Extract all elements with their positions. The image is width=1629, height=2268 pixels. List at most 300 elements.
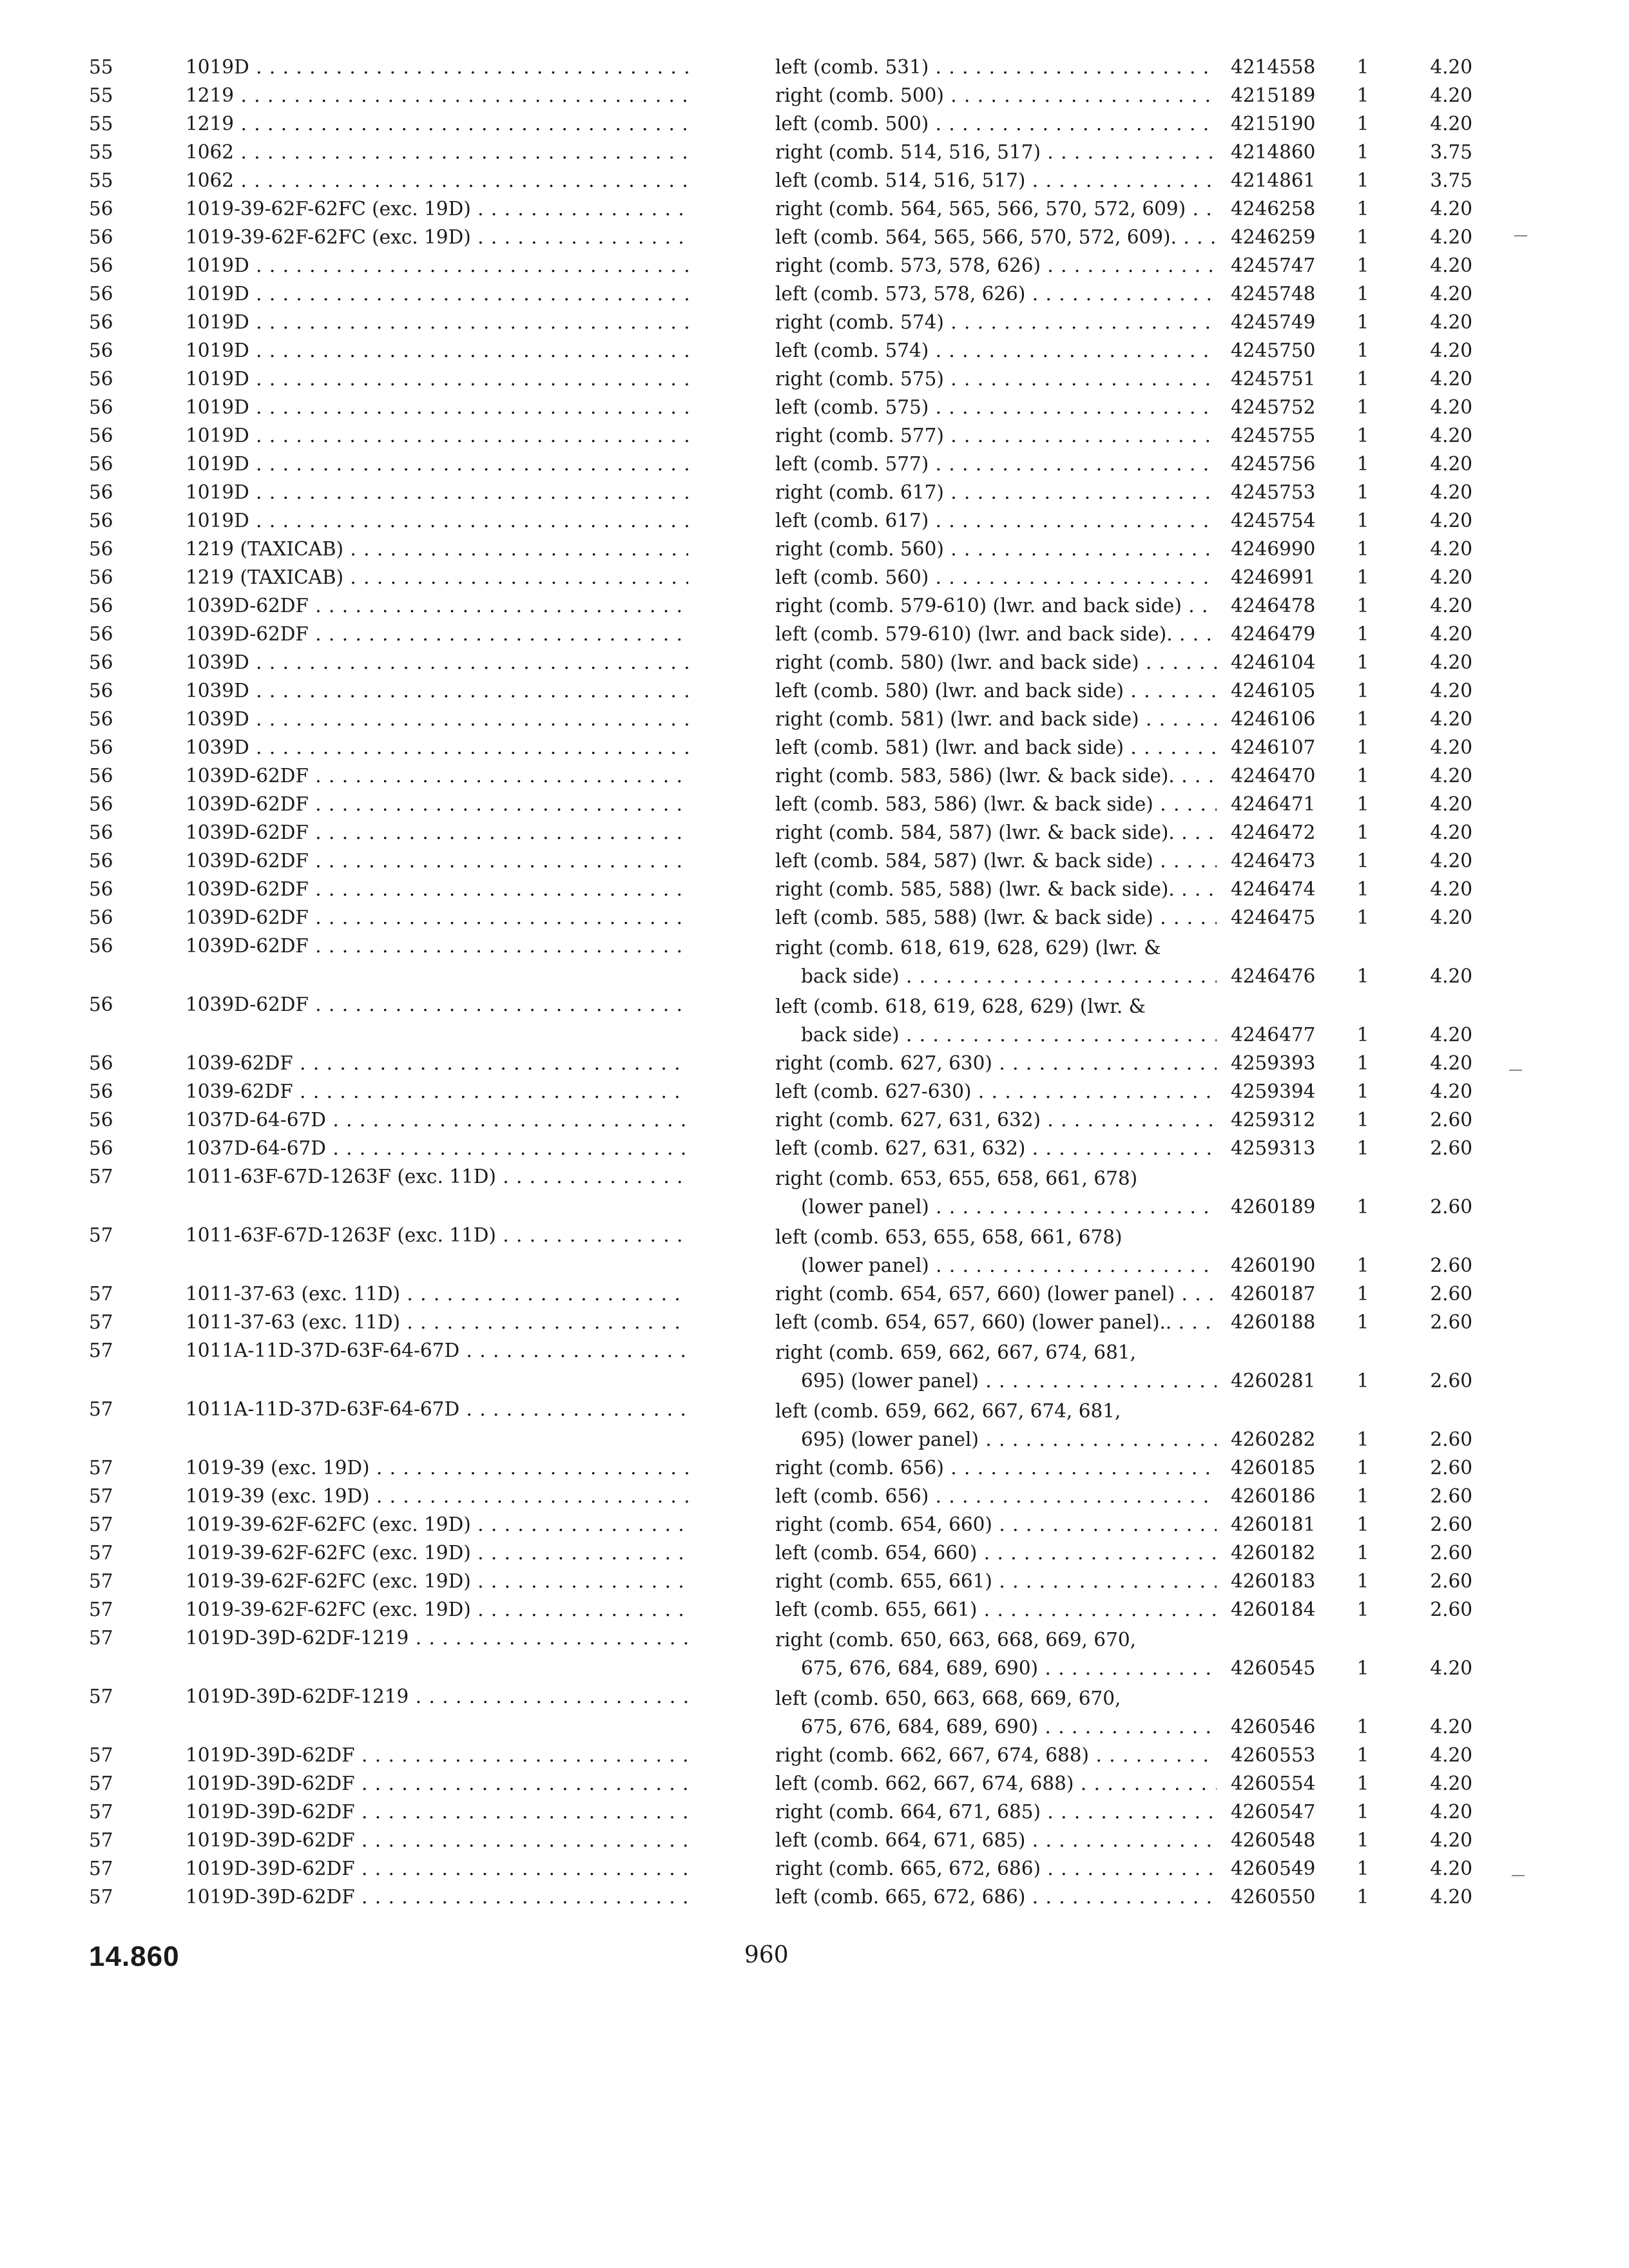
part-number: 4260547: [1231, 1801, 1316, 1823]
model-numbers: [186, 1308, 688, 1336]
description-text: right (comb. 662, 667, 674, 688): [775, 1744, 1090, 1766]
catalog-row: [89, 251, 1472, 280]
catalog-row: [89, 990, 1472, 1049]
catalog-row: [89, 620, 1472, 648]
model-numbers: [186, 308, 688, 336]
catalog-row: [89, 1883, 1472, 1911]
quantity: 1: [1356, 283, 1369, 305]
part-number: 4259394: [1231, 1081, 1316, 1102]
margin-mark: [1512, 1875, 1525, 1876]
price: 4.20: [1430, 226, 1472, 248]
part-description: [775, 1454, 1217, 1482]
catalog-row: [89, 677, 1472, 705]
part-description: [775, 990, 1217, 1049]
description-line: [775, 1454, 1217, 1482]
group-number: 57: [89, 1542, 113, 1564]
quantity: 1: [1356, 651, 1369, 673]
model-text: 1019D: [186, 368, 249, 390]
model-numbers: [186, 990, 688, 1019]
price: 4.20: [1430, 680, 1472, 702]
part-number: 4246473: [1231, 850, 1316, 872]
model-text: 1037D-64-67D: [186, 1109, 326, 1131]
model-numbers: [186, 110, 688, 138]
description-line: [775, 1510, 1217, 1539]
quantity: 1: [1356, 1744, 1369, 1766]
group-number: 56: [89, 935, 113, 957]
quantity: 1: [1356, 822, 1369, 843]
description-text: 675, 676, 684, 689, 690): [801, 1716, 1039, 1738]
catalog-row: [89, 1826, 1472, 1854]
quantity: 1: [1356, 736, 1369, 758]
description-line: [775, 421, 1217, 450]
catalog-row: [89, 818, 1472, 847]
quantity: 1: [1356, 1370, 1369, 1392]
description-line: [775, 1769, 1217, 1798]
model-text: 1011A-11D-37D-63F-64-67D: [186, 1398, 460, 1420]
price: 4.20: [1430, 84, 1472, 106]
model-text: 1219: [186, 113, 235, 135]
price: 4.20: [1430, 822, 1472, 843]
part-description: [775, 1624, 1217, 1682]
group-number: 56: [89, 538, 113, 560]
model-numbers: [186, 506, 688, 535]
quantity: 1: [1356, 965, 1369, 987]
quantity: 1: [1356, 425, 1369, 447]
quantity: 1: [1356, 850, 1369, 872]
model-text: 1019-39-62F-62FC (exc. 19D): [186, 226, 471, 248]
price: 2.60: [1430, 1254, 1472, 1276]
group-number: 55: [89, 84, 113, 106]
part-number: 4246991: [1231, 566, 1316, 588]
group-number: 56: [89, 907, 113, 928]
quantity: 1: [1356, 538, 1369, 560]
price: 4.20: [1430, 1716, 1472, 1738]
catalog-row: [89, 733, 1472, 762]
part-description: [775, 308, 1217, 336]
description-line: [775, 962, 1217, 990]
description-line: [775, 1425, 1217, 1454]
model-text: 1062: [186, 169, 235, 191]
price: 2.60: [1430, 1485, 1472, 1507]
model-text: 1019-39-62F-62FC (exc. 19D): [186, 1542, 471, 1564]
description-text: right (comb. 573, 578, 626): [775, 255, 1041, 276]
part-number: 4260189: [1231, 1196, 1316, 1218]
group-number: 57: [89, 1457, 113, 1479]
quantity: 1: [1356, 878, 1369, 900]
catalog-row: [89, 1510, 1472, 1539]
description-line: [775, 1077, 1217, 1106]
model-text: 1019D-39D-62DF-1219: [186, 1686, 409, 1707]
part-number: 4259393: [1231, 1052, 1316, 1074]
model-numbers: [186, 1854, 688, 1883]
price: 4.20: [1430, 198, 1472, 220]
description-text: right (comb. 584, 587) (lwr. & back side).: [775, 822, 1175, 843]
part-number: 4246105: [1231, 680, 1316, 702]
quantity: 1: [1356, 1283, 1369, 1305]
model-text: 1039D-62DF: [186, 935, 309, 957]
model-numbers: [186, 1567, 688, 1595]
description-text: left (comb. 575): [775, 396, 929, 418]
part-description: [775, 790, 1217, 818]
description-line: [775, 875, 1217, 903]
model-text: 1019D-39D-62DF-1219: [186, 1627, 409, 1649]
part-description: [775, 932, 1217, 990]
quantity: 1: [1356, 510, 1369, 532]
group-number: 56: [89, 822, 113, 843]
catalog-row: [89, 1539, 1472, 1567]
description-line: [775, 1223, 1217, 1251]
model-numbers: [186, 1280, 688, 1308]
catalog-row: [89, 1308, 1472, 1336]
part-description: [775, 1510, 1217, 1539]
part-description: [775, 81, 1217, 110]
group-number: 57: [89, 1801, 113, 1823]
group-number: 57: [89, 1166, 113, 1187]
part-number: 4260190: [1231, 1254, 1316, 1276]
catalog-row: [89, 1280, 1472, 1308]
part-number: 4215190: [1231, 113, 1316, 135]
catalog-row: [89, 1336, 1472, 1395]
part-number: 4214861: [1231, 169, 1316, 191]
model-numbers: [186, 1682, 688, 1711]
catalog-row: [89, 1624, 1472, 1682]
description-text: back side): [801, 1024, 900, 1046]
price: 2.60: [1430, 1137, 1472, 1159]
catalog-row: [89, 421, 1472, 450]
part-description: [775, 1826, 1217, 1854]
model-numbers: [186, 1106, 688, 1134]
description-line: [775, 166, 1217, 195]
model-text: 1039D-62DF: [186, 623, 309, 645]
catalog-row: [89, 506, 1472, 535]
price: 4.20: [1430, 1052, 1472, 1074]
price: 4.20: [1430, 1829, 1472, 1851]
catalog-row: [89, 1134, 1472, 1162]
model-text: 1039D: [186, 651, 249, 673]
part-number: 4260554: [1231, 1773, 1316, 1794]
description-text: left (comb. 655, 661): [775, 1599, 978, 1620]
part-description: [775, 1077, 1217, 1106]
description-line: [775, 1280, 1217, 1308]
part-number: 4260550: [1231, 1886, 1316, 1908]
part-number: 4260546: [1231, 1716, 1316, 1738]
catalog-row: [89, 166, 1472, 195]
model-numbers: [186, 81, 688, 110]
quantity: 1: [1356, 141, 1369, 163]
quantity: 1: [1356, 84, 1369, 106]
group-number: 56: [89, 510, 113, 532]
description-text: right (comb. 650, 663, 668, 669, 670,: [775, 1629, 1136, 1651]
model-text: 1019D: [186, 510, 249, 532]
price: 2.60: [1430, 1570, 1472, 1592]
group-number: 57: [89, 1829, 113, 1851]
group-number: 57: [89, 1514, 113, 1535]
model-numbers: [186, 818, 688, 847]
part-number: 4246471: [1231, 793, 1316, 815]
quantity: 1: [1356, 765, 1369, 787]
part-number: 4260549: [1231, 1858, 1316, 1879]
price: 3.75: [1430, 169, 1472, 191]
price: 4.20: [1430, 481, 1472, 503]
group-number: 56: [89, 595, 113, 617]
quantity: 1: [1356, 368, 1369, 390]
part-number: 4245756: [1231, 453, 1316, 475]
price: 2.60: [1430, 1599, 1472, 1620]
description-text: left (comb. 585, 588) (lwr. & back side): [775, 907, 1153, 928]
model-text: 1011A-11D-37D-63F-64-67D: [186, 1340, 460, 1361]
description-line: [775, 535, 1217, 563]
description-text: right (comb. 581) (lwr. and back side): [775, 708, 1139, 730]
catalog-row: [89, 563, 1472, 591]
part-description: [775, 251, 1217, 280]
quantity: 1: [1356, 793, 1369, 815]
part-description: [775, 53, 1217, 81]
section-code: 14.860: [89, 1941, 180, 1972]
description-line: [775, 1567, 1217, 1595]
catalog-row: [89, 110, 1472, 138]
description-text: right (comb. 627, 630): [775, 1052, 992, 1074]
part-number: 4246476: [1231, 965, 1316, 987]
model-numbers: [186, 733, 688, 762]
model-text: 1019D-39D-62DF: [186, 1801, 355, 1823]
catalog-row: [89, 365, 1472, 393]
model-numbers: [186, 421, 688, 450]
description-text: left (comb. 580) (lwr. and back side): [775, 680, 1124, 702]
group-number: 57: [89, 1599, 113, 1620]
model-numbers: [186, 932, 688, 960]
description-line: [775, 847, 1217, 875]
quantity: 1: [1356, 1196, 1369, 1218]
catalog-row: [89, 1162, 1472, 1221]
description-line: [775, 506, 1217, 535]
description-line: [775, 1826, 1217, 1854]
description-text: left (comb. 617): [775, 510, 929, 532]
quantity: 1: [1356, 1024, 1369, 1046]
model-text: 1019D: [186, 425, 249, 447]
model-numbers: [186, 705, 688, 733]
part-number: 4246478: [1231, 595, 1316, 617]
description-line: [775, 478, 1217, 506]
part-number: 4260184: [1231, 1599, 1316, 1620]
description-text: right (comb. 514, 516, 517): [775, 141, 1041, 163]
part-number: 4260186: [1231, 1485, 1316, 1507]
part-description: [775, 705, 1217, 733]
description-text: left (comb. 514, 516, 517): [775, 169, 1026, 191]
model-text: 1011-63F-67D-1263F (exc. 11D): [186, 1166, 496, 1187]
group-number: 55: [89, 113, 113, 135]
description-line: [775, 1367, 1217, 1395]
part-description: [775, 336, 1217, 365]
model-text: 1039D-62DF: [186, 850, 309, 872]
group-number: 56: [89, 311, 113, 333]
description-text: right (comb. 564, 565, 566, 570, 572, 609): [775, 198, 1186, 220]
model-text: 1011-37-63 (exc. 11D): [186, 1311, 401, 1333]
description-line: [775, 1049, 1217, 1077]
model-numbers: [186, 620, 688, 648]
group-number: 56: [89, 878, 113, 900]
quantity: 1: [1356, 1311, 1369, 1333]
price: 4.20: [1430, 1657, 1472, 1679]
part-description: [775, 1134, 1217, 1162]
price: 4.20: [1430, 566, 1472, 588]
part-number: 4259313: [1231, 1137, 1316, 1159]
quantity: 1: [1356, 340, 1369, 361]
description-line: [775, 81, 1217, 110]
price: 2.60: [1430, 1311, 1472, 1333]
group-number: 56: [89, 994, 113, 1015]
model-text: 1039D-62DF: [186, 765, 309, 787]
description-line: [775, 308, 1217, 336]
catalog-row: [89, 762, 1472, 790]
price: 4.20: [1430, 453, 1472, 475]
description-text: right (comb. 654, 660): [775, 1514, 992, 1535]
part-number: 4246107: [1231, 736, 1316, 758]
model-text: 1062: [186, 141, 235, 163]
model-numbers: [186, 138, 688, 166]
price: 2.60: [1430, 1370, 1472, 1392]
model-numbers: [186, 1624, 688, 1652]
description-line: [775, 393, 1217, 421]
description-text: left (comb. 659, 662, 667, 674, 681,: [775, 1400, 1121, 1422]
quantity: 1: [1356, 1254, 1369, 1276]
description-line: [775, 1134, 1217, 1162]
model-text: 1219: [186, 84, 235, 106]
price: 2.60: [1430, 1542, 1472, 1564]
part-number: 4260282: [1231, 1428, 1316, 1450]
price: 4.20: [1430, 1081, 1472, 1102]
model-text: 1019-39-62F-62FC (exc. 19D): [186, 1599, 471, 1620]
catalog-row: [89, 138, 1472, 166]
part-description: [775, 1854, 1217, 1883]
price: 4.20: [1430, 283, 1472, 305]
part-description: [775, 166, 1217, 195]
description-text: 675, 676, 684, 689, 690): [801, 1657, 1039, 1679]
price: 4.20: [1430, 396, 1472, 418]
part-number: 4245754: [1231, 510, 1316, 532]
description-text: right (comb. 664, 671, 685): [775, 1801, 1041, 1823]
group-number: 56: [89, 198, 113, 220]
group-number: 56: [89, 340, 113, 361]
model-numbers: [186, 648, 688, 677]
price: 4.20: [1430, 311, 1472, 333]
description-text: left (comb. 564, 565, 566, 570, 572, 609).: [775, 226, 1177, 248]
part-description: [775, 620, 1217, 648]
model-text: 1019D: [186, 396, 249, 418]
description-text: right (comb. 585, 588) (lwr. & back side).: [775, 878, 1175, 900]
description-line: [775, 620, 1217, 648]
quantity: 1: [1356, 1542, 1369, 1564]
description-text: left (comb. 665, 672, 686): [775, 1886, 1026, 1908]
part-number: 4260545: [1231, 1657, 1316, 1679]
description-text: left (comb. 662, 667, 674, 688): [775, 1773, 1074, 1794]
model-text: 1039D-62DF: [186, 822, 309, 843]
part-description: [775, 1798, 1217, 1826]
description-line: [775, 563, 1217, 591]
description-text: right (comb. 627, 631, 632): [775, 1109, 1041, 1131]
price: 4.20: [1430, 907, 1472, 928]
description-text: right (comb. 659, 662, 667, 674, 681,: [775, 1341, 1136, 1363]
part-description: [775, 138, 1217, 166]
price: 4.20: [1430, 878, 1472, 900]
quantity: 1: [1356, 1485, 1369, 1507]
part-number: 4245749: [1231, 311, 1316, 333]
quantity: 1: [1356, 169, 1369, 191]
part-description: [775, 1595, 1217, 1624]
description-text: back side): [801, 965, 900, 987]
description-line: [775, 705, 1217, 733]
group-number: 56: [89, 481, 113, 503]
group-number: 56: [89, 453, 113, 475]
part-number: 4245747: [1231, 255, 1316, 276]
price: 4.20: [1430, 765, 1472, 787]
catalog-row: [89, 1106, 1472, 1134]
model-numbers: [186, 450, 688, 478]
description-text: right (comb. 500): [775, 84, 944, 106]
group-number: 57: [89, 1224, 113, 1246]
model-numbers: [186, 1134, 688, 1162]
model-text: 1039D: [186, 708, 249, 730]
group-number: 56: [89, 425, 113, 447]
model-text: 1037D-64-67D: [186, 1137, 326, 1159]
part-description: [775, 591, 1217, 620]
description-text: left (comb. 618, 619, 628, 629) (lwr. &: [775, 995, 1146, 1017]
catalog-row: [89, 1798, 1472, 1826]
model-numbers: [186, 790, 688, 818]
description-text: right (comb. 656): [775, 1457, 944, 1479]
part-number: 4246477: [1231, 1024, 1316, 1046]
price: 2.60: [1430, 1514, 1472, 1535]
part-description: [775, 677, 1217, 705]
group-number: 57: [89, 1886, 113, 1908]
group-number: 56: [89, 793, 113, 815]
model-numbers: [186, 535, 688, 563]
description-line: [775, 648, 1217, 677]
model-text: 1019D: [186, 453, 249, 475]
catalog-row: [89, 1854, 1472, 1883]
price: 2.60: [1430, 1457, 1472, 1479]
part-number: 4246258: [1231, 198, 1316, 220]
description-line: [775, 1798, 1217, 1826]
quantity: 1: [1356, 1570, 1369, 1592]
description-line: [775, 195, 1217, 223]
group-number: 57: [89, 1773, 113, 1794]
description-line: [775, 1164, 1217, 1193]
quantity: 1: [1356, 708, 1369, 730]
price: 2.60: [1430, 1428, 1472, 1450]
group-number: 56: [89, 850, 113, 872]
catalog-row: [89, 450, 1472, 478]
group-number: 56: [89, 651, 113, 673]
model-text: 1019-39-62F-62FC (exc. 19D): [186, 1570, 471, 1592]
part-description: [775, 1106, 1217, 1134]
description-line: [775, 1021, 1217, 1049]
price: 4.20: [1430, 538, 1472, 560]
group-number: 57: [89, 1340, 113, 1361]
catalog-row: [89, 81, 1472, 110]
part-number: 4245751: [1231, 368, 1316, 390]
price: 4.20: [1430, 623, 1472, 645]
model-numbers: [186, 875, 688, 903]
part-description: [775, 1482, 1217, 1510]
group-number: 57: [89, 1485, 113, 1507]
part-number: 4260183: [1231, 1570, 1316, 1592]
part-description: [775, 223, 1217, 251]
price: 4.20: [1430, 510, 1472, 532]
description-line: [775, 280, 1217, 308]
description-text: left (comb. 627-630): [775, 1081, 972, 1102]
model-numbers: [186, 393, 688, 421]
part-description: [775, 1883, 1217, 1911]
